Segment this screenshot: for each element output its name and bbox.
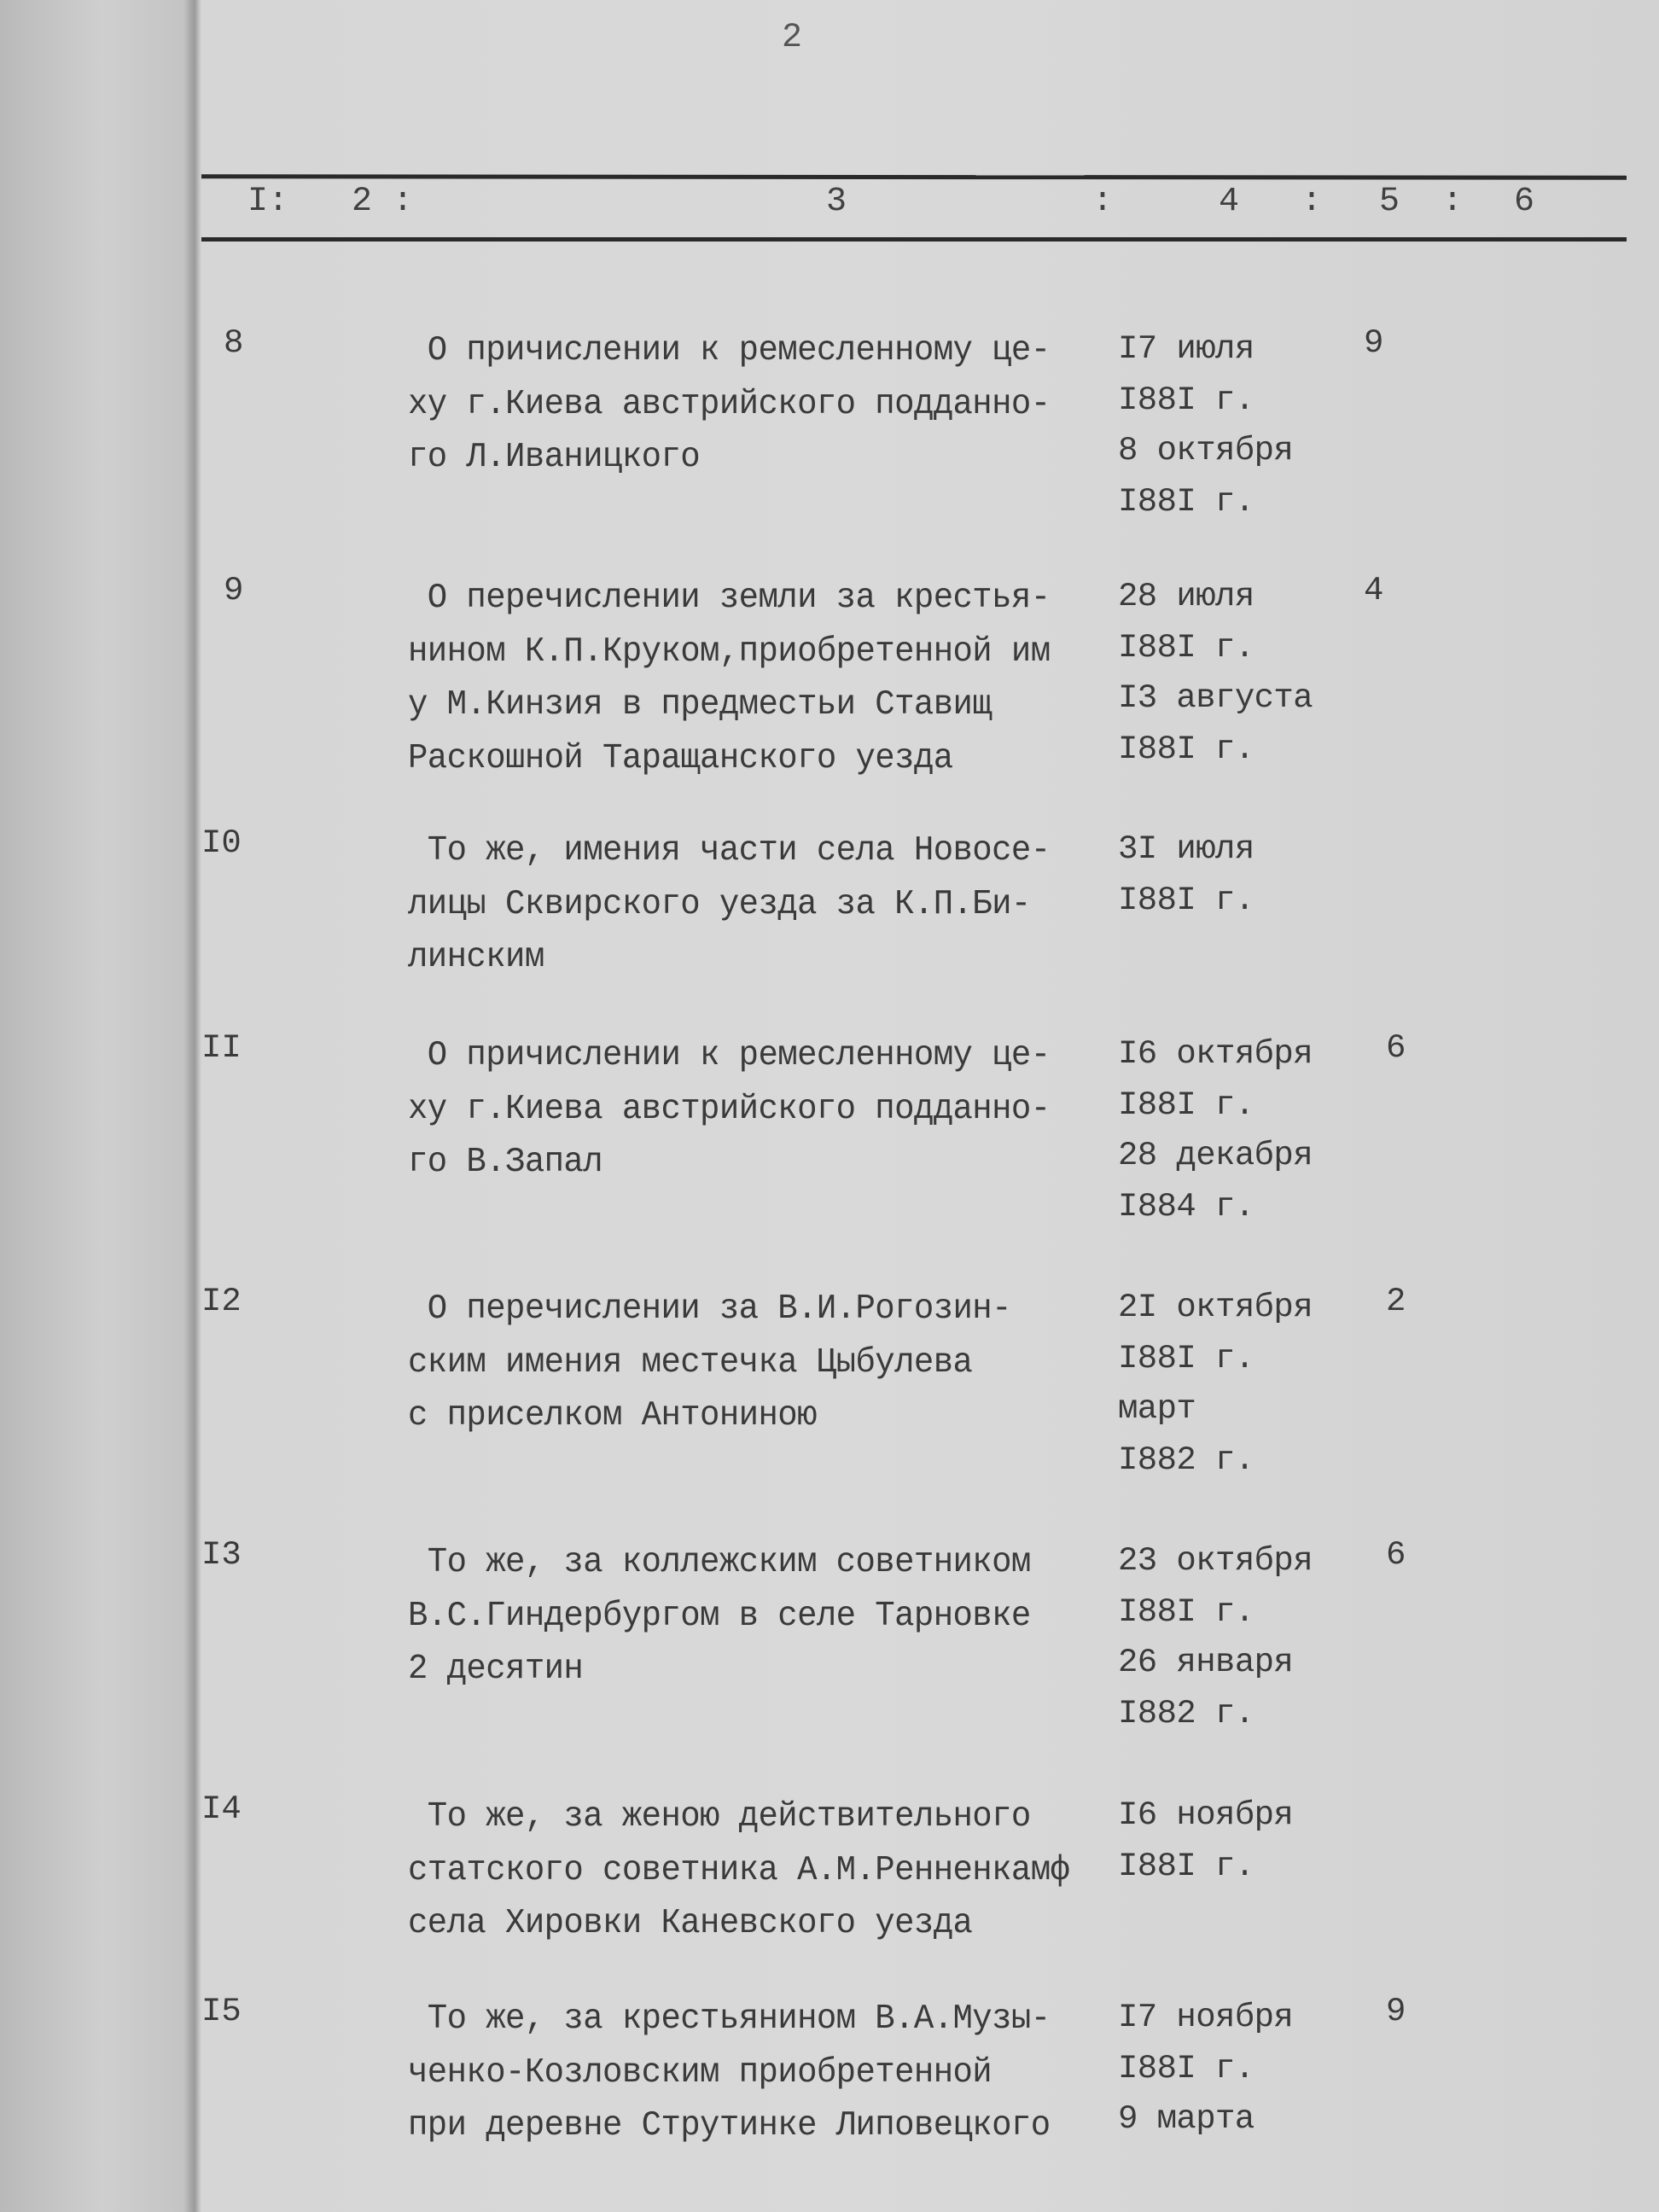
row-number: I0 — [201, 824, 242, 862]
row-number: I3 — [201, 1536, 242, 1574]
row-dates — [1118, 1790, 1293, 1892]
date-line: 2I октября — [1118, 1289, 1313, 1326]
description-line: ху г.Киева австрийского подданно- — [408, 383, 1051, 424]
description-line: ченко-Козловским приобретенной — [408, 2052, 992, 2093]
date-line: I88I г. — [1118, 628, 1254, 667]
date-line: 8 октября — [1118, 432, 1294, 469]
row-sheet-count: 9 — [1364, 324, 1384, 362]
description-line: То же, за коллежским советником — [408, 1542, 1031, 1582]
description-line: с приселком Антониною — [408, 1395, 817, 1435]
row-sheet-count: 6 — [1386, 1536, 1406, 1574]
row-dates — [1118, 1536, 1313, 1739]
header-col-6: 6 — [1514, 183, 1535, 221]
date-line: I88I г. — [1118, 2049, 1254, 2087]
row-dates — [1118, 1029, 1313, 1232]
date-line: I882 г. — [1118, 1441, 1254, 1479]
description-line: О причислении к ремесленному це- — [408, 1035, 1051, 1075]
description-line: го Л.Иваницкого — [408, 437, 701, 477]
row-dates — [1118, 824, 1254, 926]
row-sheet-count: 2 — [1386, 1283, 1406, 1320]
page-number: 2 — [782, 19, 803, 57]
date-line: 28 июля — [1118, 578, 1254, 615]
row-dates — [1118, 324, 1293, 527]
row-number: II — [201, 1029, 242, 1067]
header-sep-3: : — [1092, 183, 1114, 221]
date-line: I88I г. — [1118, 1086, 1254, 1124]
header-sep-4: : — [1301, 183, 1323, 221]
row-description — [408, 1029, 1051, 1189]
date-line: 9 марта — [1118, 2100, 1254, 2138]
row-description — [408, 1536, 1031, 1696]
header-col-4: 4 — [1219, 183, 1240, 221]
date-line: 3I июля — [1118, 830, 1254, 868]
header-sep-5: : — [1442, 183, 1464, 221]
description-line: О перечислении земли за крестья- — [408, 578, 1051, 618]
date-line: I88I г. — [1118, 1339, 1254, 1377]
date-line: I884 г. — [1118, 1187, 1254, 1225]
row-sheet-count: 9 — [1386, 1993, 1406, 2030]
date-line: 26 января — [1118, 1644, 1294, 1681]
date-line: I6 ноября — [1118, 1796, 1294, 1834]
date-line: I882 г. — [1118, 1694, 1254, 1732]
row-description — [408, 572, 1051, 785]
date-line: март — [1118, 1390, 1196, 1428]
description-line: О причислении к ремесленному це- — [408, 330, 1051, 370]
date-line: I88I г. — [1118, 1847, 1254, 1885]
description-line: линским — [408, 937, 544, 977]
row-dates — [1118, 572, 1313, 775]
date-line: 23 октября — [1118, 1542, 1313, 1580]
date-line: 28 декабря — [1118, 1137, 1313, 1174]
row-description — [408, 1993, 1051, 2152]
row-description — [408, 1283, 1011, 1442]
date-line: I7 ноября — [1118, 1999, 1294, 2036]
description-line: села Хировки Каневского уезда — [408, 1903, 973, 1943]
description-line: То же, за женою действительного — [408, 1796, 1031, 1837]
description-line: ху г.Киева австрийского подданно- — [408, 1088, 1051, 1129]
date-line: I88I г. — [1118, 1592, 1254, 1631]
row-number: 8 — [224, 324, 244, 362]
row-number: I2 — [201, 1283, 242, 1320]
description-line: статского советника А.М.Ренненкамф — [408, 1849, 1070, 1890]
row-description — [408, 324, 1051, 484]
description-line: О перечислении за В.И.Рогозин- — [408, 1289, 1011, 1329]
row-sheet-count: 4 — [1364, 572, 1384, 609]
date-line: I7 июля — [1118, 330, 1254, 368]
header-col-3: 3 — [826, 183, 847, 221]
header-top-rule — [201, 174, 1627, 179]
row-description — [408, 1790, 1069, 1950]
date-line: I88I г. — [1118, 381, 1254, 419]
row-dates — [1118, 1993, 1293, 2145]
date-line: I6 октября — [1118, 1035, 1313, 1073]
description-line: нином К.П.Круком,приобретенной им — [408, 631, 1051, 672]
row-dates — [1118, 1283, 1313, 1486]
description-line: при деревне Струтинке Липовецкого — [408, 2105, 1051, 2145]
description-line: То же, за крестьянином В.А.Музы- — [408, 1999, 1051, 2039]
description-line: лицы Сквирского уезда за К.П.Би- — [408, 883, 1031, 924]
header-col-1: I: — [247, 183, 289, 221]
date-line: I3 августа — [1118, 679, 1313, 717]
row-sheet-count: 6 — [1386, 1029, 1406, 1067]
header-col-5: 5 — [1379, 183, 1400, 221]
description-line: у М.Кинзия в предместьи Ставищ — [408, 684, 992, 725]
description-line: ским имения местечка Цыбулева — [408, 1342, 973, 1382]
date-line: I88I г. — [1118, 881, 1254, 919]
description-line: Раскошной Таращанского уезда — [408, 737, 953, 777]
description-line: В.С.Гиндербургом в селе Тарновке — [408, 1595, 1031, 1636]
row-number: 9 — [224, 572, 244, 609]
date-line: I88I г. — [1118, 730, 1254, 768]
row-number: I4 — [201, 1790, 242, 1828]
date-line: I88I г. — [1118, 482, 1254, 521]
description-line: То же, имения части села Новосе- — [408, 830, 1051, 870]
row-number: I5 — [201, 1993, 242, 2030]
row-description — [408, 824, 1051, 984]
header-col-2: 2 : — [352, 183, 414, 221]
description-line: го В.Запал — [408, 1142, 603, 1182]
description-line: 2 десятин — [408, 1649, 584, 1689]
header-bottom-rule — [201, 237, 1627, 242]
